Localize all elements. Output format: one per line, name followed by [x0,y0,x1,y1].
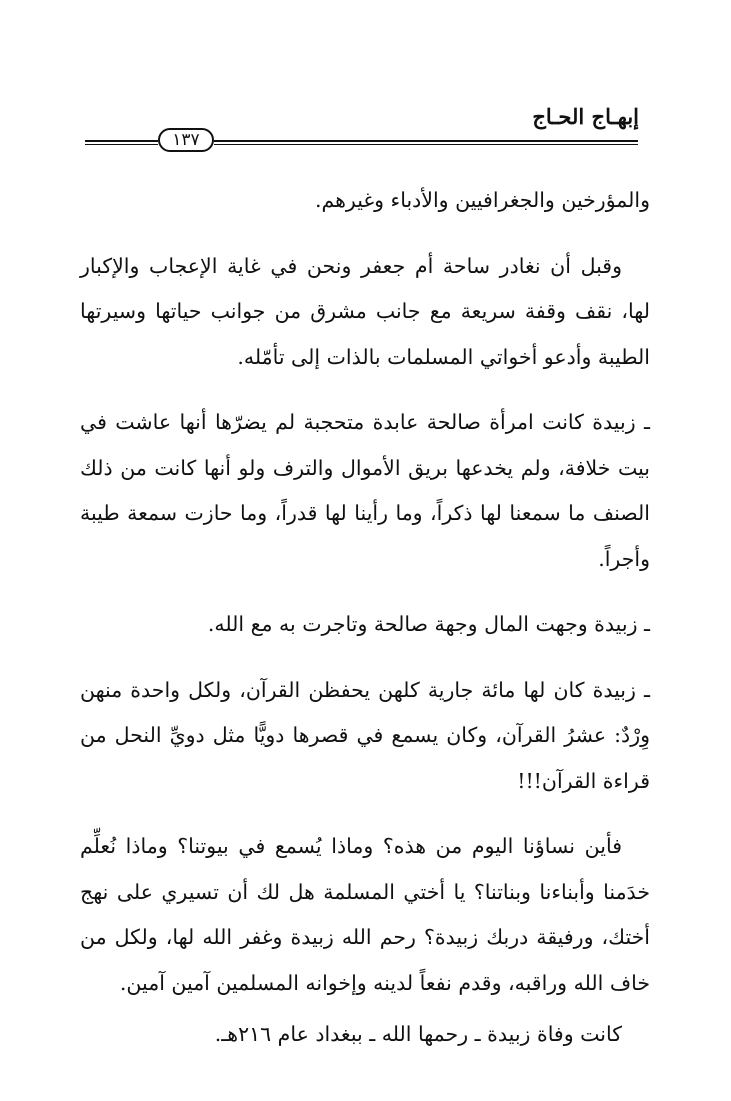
paragraph-zubaida-wealth: ـ زبيدة وجهت المال وجهة صالحة وتاجرت به مع الله. [207,612,650,636]
page-number: ١٣٧ [158,128,214,152]
running-title: إبهـاج الحـاج [532,104,639,129]
body-text [80,178,650,1058]
paragraph-zubaida-quran: ـ زبيدة كان لها مائة جارية كلهن يحفظن القرآن، ولكل واحدة منهن وِرْدٌ: عشرُ القرآن، وكان يسمع في قصرها دويًّا مثل دويِّ النحل من قراءة القرآن!!! [80,677,650,793]
paragraph-death-date: كانت وفاة زبيدة ـ رحمها الله ـ ببغداد عام ٢١٦هـ. [214,1022,622,1046]
header-rule-left [85,140,158,145]
paragraph-continuation: والمؤرخين والجغرافيين والأدباء وغيرهم. [314,188,650,212]
paragraph-zubaida-piety: ـ زبيدة كانت امرأة صالحة عابدة متحجبة لم يضرّها أنها عاشت في بيت خلافة، ولم يخدعها بريق الأموال والترف ولو أنها كانت من ذلك الصنف ما سمعنا لها ذكراً، وما رأينا لها قدراً، وما حازت سمعة طيبة وأجراً. [80,410,650,571]
paragraph-intro: وقبل أن نغادر ساحة أم جعفر ونحن في غاية الإعجاب والإكبار لها، نقف وقفة سريعة مع جانب مشرق من جوانب حياتها وسيرتها الطيبة وأدعو أخواتي المسلمات بالذات إلى تأمّله. [80,253,650,369]
paragraph-exhortation: فأين نساؤنا اليوم من هذه؟ وماذا يُسمع في بيوتنا؟ وماذا نُعلِّم خدَمنا وأبناءنا وبناتنا؟ يا أختي المسلمة هل لك أن تسيري على نهج أختك، ورفيقة دربك زبيدة؟ رحم الله زبيدة وغفر الله لها، ولكل من خاف الله وراقبه، وقدم نفعاً لدينه وإخوانه المسلمين آمين آمين. [80,834,650,995]
header-rule-right [214,140,638,145]
